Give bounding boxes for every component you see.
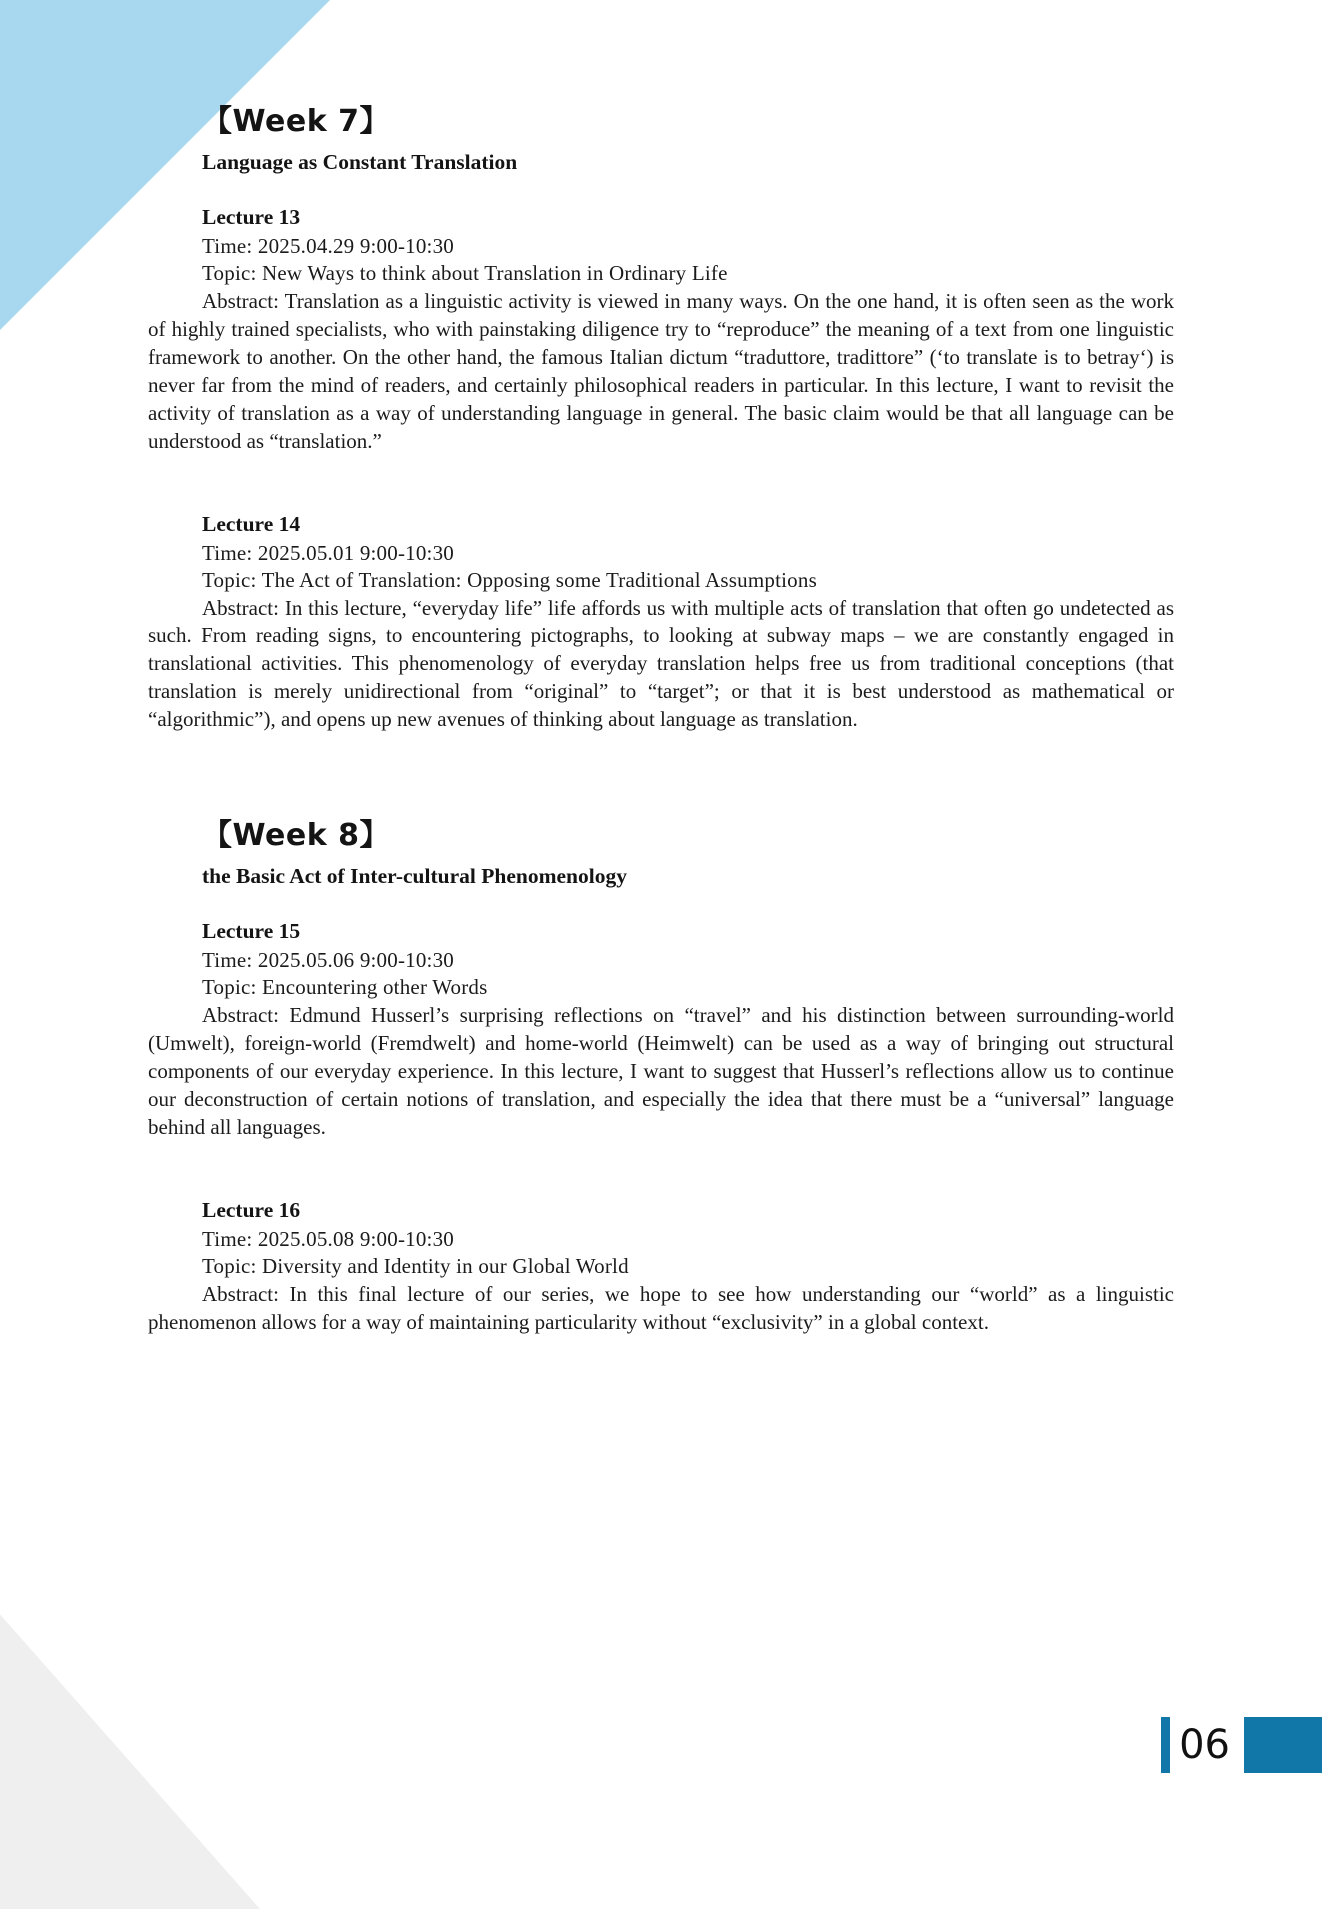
lecture-topic: Topic: New Ways to think about Translation in Ordinary Life bbox=[202, 261, 728, 285]
lecture-block bbox=[148, 1198, 1174, 1337]
lecture-title: Lecture 13 bbox=[202, 205, 301, 229]
week-heading: 【Week 7】 bbox=[202, 104, 390, 139]
section-week-7 bbox=[148, 96, 1174, 734]
lecture-title: Lecture 15 bbox=[202, 919, 301, 944]
lecture-title: Lecture 14 bbox=[202, 511, 301, 536]
section-week-8 bbox=[148, 810, 1174, 1336]
week-subtitle: the Basic Act of Inter-cultural Phenomenology bbox=[202, 864, 627, 889]
lecture-title: Lecture 16 bbox=[202, 1197, 301, 1222]
week-subtitle: Language as Constant Translation bbox=[202, 150, 518, 174]
lecture-topic: Topic: Encountering other Words bbox=[202, 975, 488, 1000]
page-number: 06 bbox=[1179, 1722, 1230, 1768]
lecture-abstract: Abstract: Translation as a linguistic activity is viewed in many ways. On the one hand, it is often seen as the work of highly trained specialists, who with painstaking diligence try to “reproduce” the meaning of a text from one linguistic framework to another. On the other hand, the famous Italian dictum “traduttore, tradittore” (‘to translate is to betray‘) is never far from the mind of readers, and certainly philosophical readers in particular. In this lecture, I want to revisit the activity of translation as a way of understanding language in general. The basic claim would be that all language can be understood as “translation.” bbox=[148, 289, 1174, 453]
footer-accent-block bbox=[1244, 1717, 1322, 1773]
spacer bbox=[148, 486, 1174, 512]
week-heading: 【Week 8】 bbox=[202, 818, 390, 854]
spacer bbox=[148, 764, 1174, 810]
page-footer bbox=[1161, 1717, 1322, 1773]
lecture-abstract: Abstract: Edmund Husserl’s surprising reflections on “travel” and his distinction between surrounding-world (Umwelt), foreign-world (Fremdwelt) and home-world (Heimwelt) can be used as a way of bringing out structural components of our everyday experience. In this lecture, I want to suggest that Husserl’s reflections allow us to continue our deconstruction of certain notions of translation, and especially the idea that there must be a “universal” language behind all languages. bbox=[148, 1003, 1174, 1139]
lecture-time: Time: 2025.05.06 9:00-10:30 bbox=[202, 948, 454, 973]
lecture-time: Time: 2025.05.01 9:00-10:30 bbox=[202, 540, 454, 565]
decorative-corner-grey bbox=[0, 1439, 390, 1909]
spacer bbox=[148, 1172, 1174, 1198]
lecture-abstract: Abstract: In this final lecture of our series, we hope to see how understanding our “world” as a linguistic phenomenon allows for a way of maintaining particularity without “exclusivity” in a global context. bbox=[148, 1281, 1174, 1334]
lecture-topic: Topic: The Act of Translation: Opposing some Traditional Assumptions bbox=[202, 567, 817, 592]
footer-accent-bar bbox=[1161, 1717, 1170, 1773]
lecture-topic: Topic: Diversity and Identity in our Global World bbox=[202, 1253, 629, 1278]
lecture-block bbox=[148, 919, 1174, 1142]
lecture-time: Time: 2025.04.29 9:00-10:30 bbox=[202, 234, 454, 258]
lecture-abstract: Abstract: In this lecture, “everyday life” life affords us with multiple acts of translation that often go undetected as such. From reading signs, to encountering pictographs, to looking at subway maps – we are constantly engaged in translational activities. This phenomenology of everyday translation helps free us from traditional conceptions (that translation is merely unidirectional from “original” to “target”; or that it is best understood as mathematical or “algorithmic”), and opens up new avenues of thinking about language as translation. bbox=[148, 595, 1174, 732]
lecture-block bbox=[148, 512, 1174, 735]
lecture-time: Time: 2025.05.08 9:00-10:30 bbox=[202, 1226, 454, 1251]
lecture-block bbox=[148, 205, 1174, 456]
